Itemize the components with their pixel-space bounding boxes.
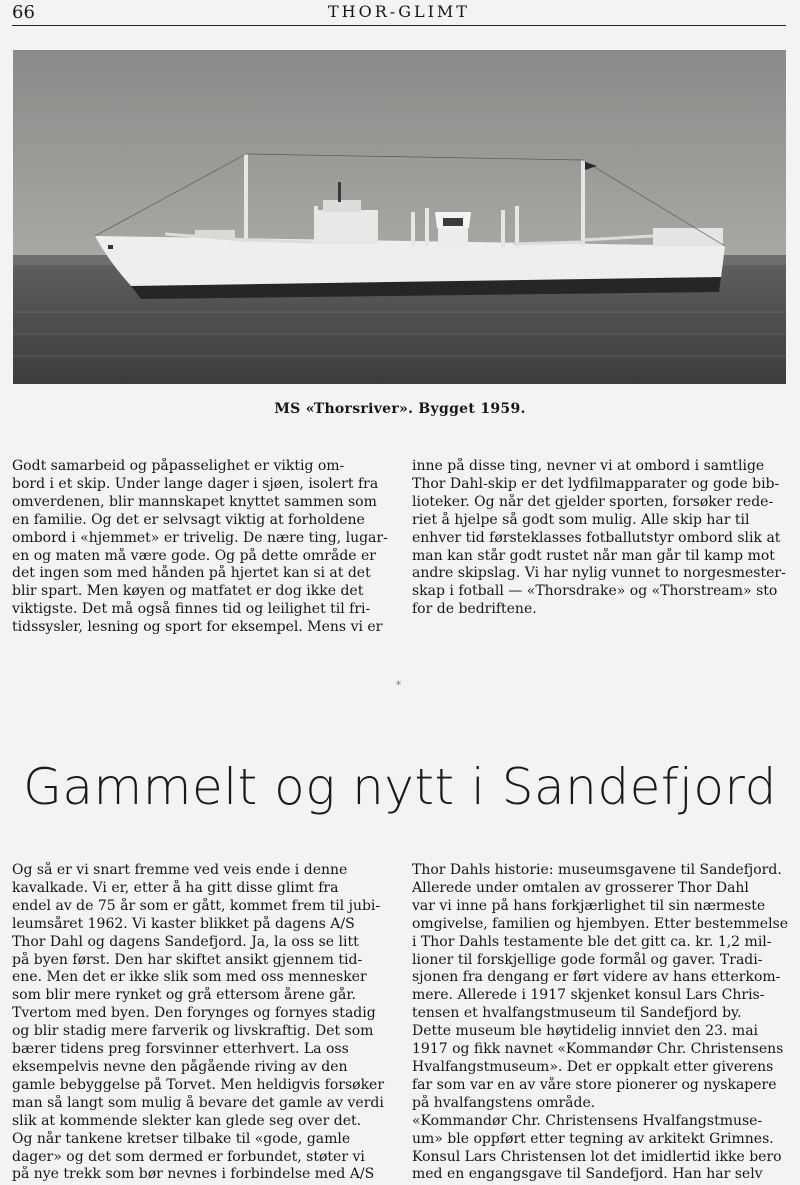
- text-line: Tvertom med byen. Den forynges og fornyes stadig: [12, 1005, 376, 1022]
- article1-column-right: [412, 458, 790, 619]
- text-line: slik at kommende slekter kan glede seg over det.: [12, 1112, 362, 1129]
- text-line: gamle bebyggelse på Torvet. Men heldigvis forsøker: [12, 1076, 385, 1093]
- text-line: omverdenen, blir mannskapet knyttet sammen som: [12, 493, 377, 510]
- text-line: «Kommandør Chr. Christensens Hvalfangstmuse-: [412, 1112, 763, 1129]
- article2-column-left: [12, 862, 390, 1184]
- text-line: kavalkade. Vi er, etter å ha gitt disse glimt fra: [12, 879, 339, 896]
- text-line: i Thor Dahls testamente ble det gitt ca. kr. 1,2 mil-: [412, 933, 772, 950]
- text-line: far som var en av våre store pionerer og nyskapere: [412, 1076, 777, 1093]
- text-line: Godt samarbeid og påpasselighet er viktig om-: [12, 458, 345, 474]
- text-line: lioner til forskjellige gode formål og gaver. Tradi-: [412, 951, 763, 968]
- page-header: [12, 2, 786, 26]
- text-line: sjonen fra dengang er ført videre av hans etterkom-: [412, 969, 781, 986]
- text-line: for de bedriftene.: [412, 601, 537, 618]
- page-number: 66: [12, 2, 35, 23]
- text-line: Thor Dahl og dagens Sandefjord. Ja, la oss se litt: [12, 933, 359, 950]
- header-rule: [12, 25, 786, 26]
- text-line: Konsul Lars Christensen lot det imidlertid ikke bero: [412, 1148, 782, 1165]
- text-line: med en engangsgave til Sandefjord. Han har selv: [412, 1166, 763, 1183]
- paragraph: [412, 458, 790, 619]
- text-line: Thor Dahls historie: museumsgavene til Sandefjord.: [412, 862, 782, 878]
- text-line: en og maten må være gode. Og på dette område er: [12, 547, 376, 564]
- text-line: dager» og det som dermed er forbundet, støter vi: [12, 1148, 365, 1165]
- text-line: viktigste. Det må også finnes tid og leilighet til fri-: [12, 601, 371, 618]
- article1-column-left: [12, 458, 390, 637]
- text-line: enhver tid førsteklasses fotballutstyr ombord slik at: [412, 529, 781, 546]
- text-line: Allerede under omtalen av grosserer Thor Dahl: [412, 879, 749, 896]
- text-line: inne på disse ting, nevner vi at ombord i samtlige: [412, 458, 765, 474]
- text-line: tensen et hvalfangstmuseum til Sandefjord by.: [412, 1005, 742, 1022]
- text-line: ombord i «hjemmet» er trivelig. De nære ting, lugar-: [12, 529, 388, 546]
- text-line: Hvalfangstmuseum». Det er oppkalt etter giverens: [412, 1058, 774, 1075]
- section-separator: *: [396, 680, 401, 691]
- text-line: mere. Allerede i 1917 skjenket konsul Lars Chris-: [412, 987, 765, 1004]
- text-line: ene. Men det er ikke slik som med oss mennesker: [12, 969, 367, 986]
- text-line: bærer tidens preg forsvinner etterhvert. La oss: [12, 1041, 349, 1058]
- text-line: blir spart. Men køyen og matfatet er dog ikke det: [12, 583, 364, 600]
- text-line: man så langt som mulig å bevare det gamle av verdi: [12, 1094, 384, 1111]
- text-line: omgivelse, familien og hjembyen. Etter bestemmelse: [412, 915, 789, 932]
- text-line: um» ble oppført etter tegning av arkitekt Grimnes.: [412, 1130, 774, 1147]
- text-line: Og så er vi snart fremme ved veis ende i denne: [12, 862, 348, 878]
- running-title: THOR-GLIMT: [328, 2, 470, 21]
- text-line: på hvalfangstens område.: [412, 1094, 596, 1111]
- article-headline: Gammelt og nytt i Sandefjord: [23, 758, 777, 816]
- article2-column-right: [412, 862, 792, 1184]
- text-line: lioteker. Og når det gjelder sporten, forsøker rede-: [412, 493, 774, 510]
- photo-caption: MS «Thorsriver». Bygget 1959.: [274, 401, 526, 417]
- text-line: Thor Dahl-skip er det lydfilmapparater og gode bib-: [412, 475, 780, 492]
- text-line: skap i fotball — «Thorsdrake» og «Thorstream» sto: [412, 583, 778, 600]
- text-line: som blir mere rynket og grå ettersom årene går.: [12, 987, 356, 1004]
- text-line: bord i et skip. Under lange dager i sjøen, isolert fra: [12, 475, 379, 492]
- paragraph: [12, 458, 390, 637]
- text-line: på byen først. Den har skiftet ansikt gjennem tid-: [12, 951, 363, 968]
- text-line: eksempelvis nevne den pågående riving av den: [12, 1058, 348, 1075]
- text-line: tidssysler, lesning og sport for eksempel. Mens vi er: [12, 619, 383, 636]
- ship-illustration: [13, 50, 786, 384]
- ship-photo: [13, 50, 786, 384]
- paragraph: [12, 862, 390, 1184]
- text-line: 1917 og fikk navnet «Kommandør Chr. Christensens: [412, 1041, 784, 1058]
- text-line: endel av de 75 år som er gått, kommet frem til jubi-: [12, 897, 381, 914]
- text-line: Og når tankene kretser tilbake til «gode, gamle: [12, 1130, 351, 1147]
- text-line: var vi inne på hans forkjærlighet til sin nærmeste: [412, 897, 766, 914]
- text-line: man kan står godt rustet når man går til kamp mot: [412, 547, 775, 564]
- text-line: leumsåret 1962. Vi kaster blikket på dagens A/S: [12, 915, 355, 932]
- text-line: på nye trekk som bør nevnes i forbindelse med A/S: [12, 1166, 375, 1183]
- text-line: Dette museum ble høytidelig innviet den 23. mai: [412, 1023, 759, 1040]
- text-line: riet å hjelpe så godt som mulig. Alle skip har til: [412, 511, 750, 528]
- paragraph: [412, 862, 792, 1184]
- text-line: og blir stadig mere farverik og livskraftig. Det som: [12, 1023, 374, 1040]
- text-line: andre skipslag. Vi har nylig vunnet to norgesmester-: [412, 565, 786, 582]
- text-line: en familie. Og det er selvsagt viktig at forholdene: [12, 511, 365, 528]
- text-line: det ingen som med hånden på hjertet kan si at det: [12, 565, 371, 582]
